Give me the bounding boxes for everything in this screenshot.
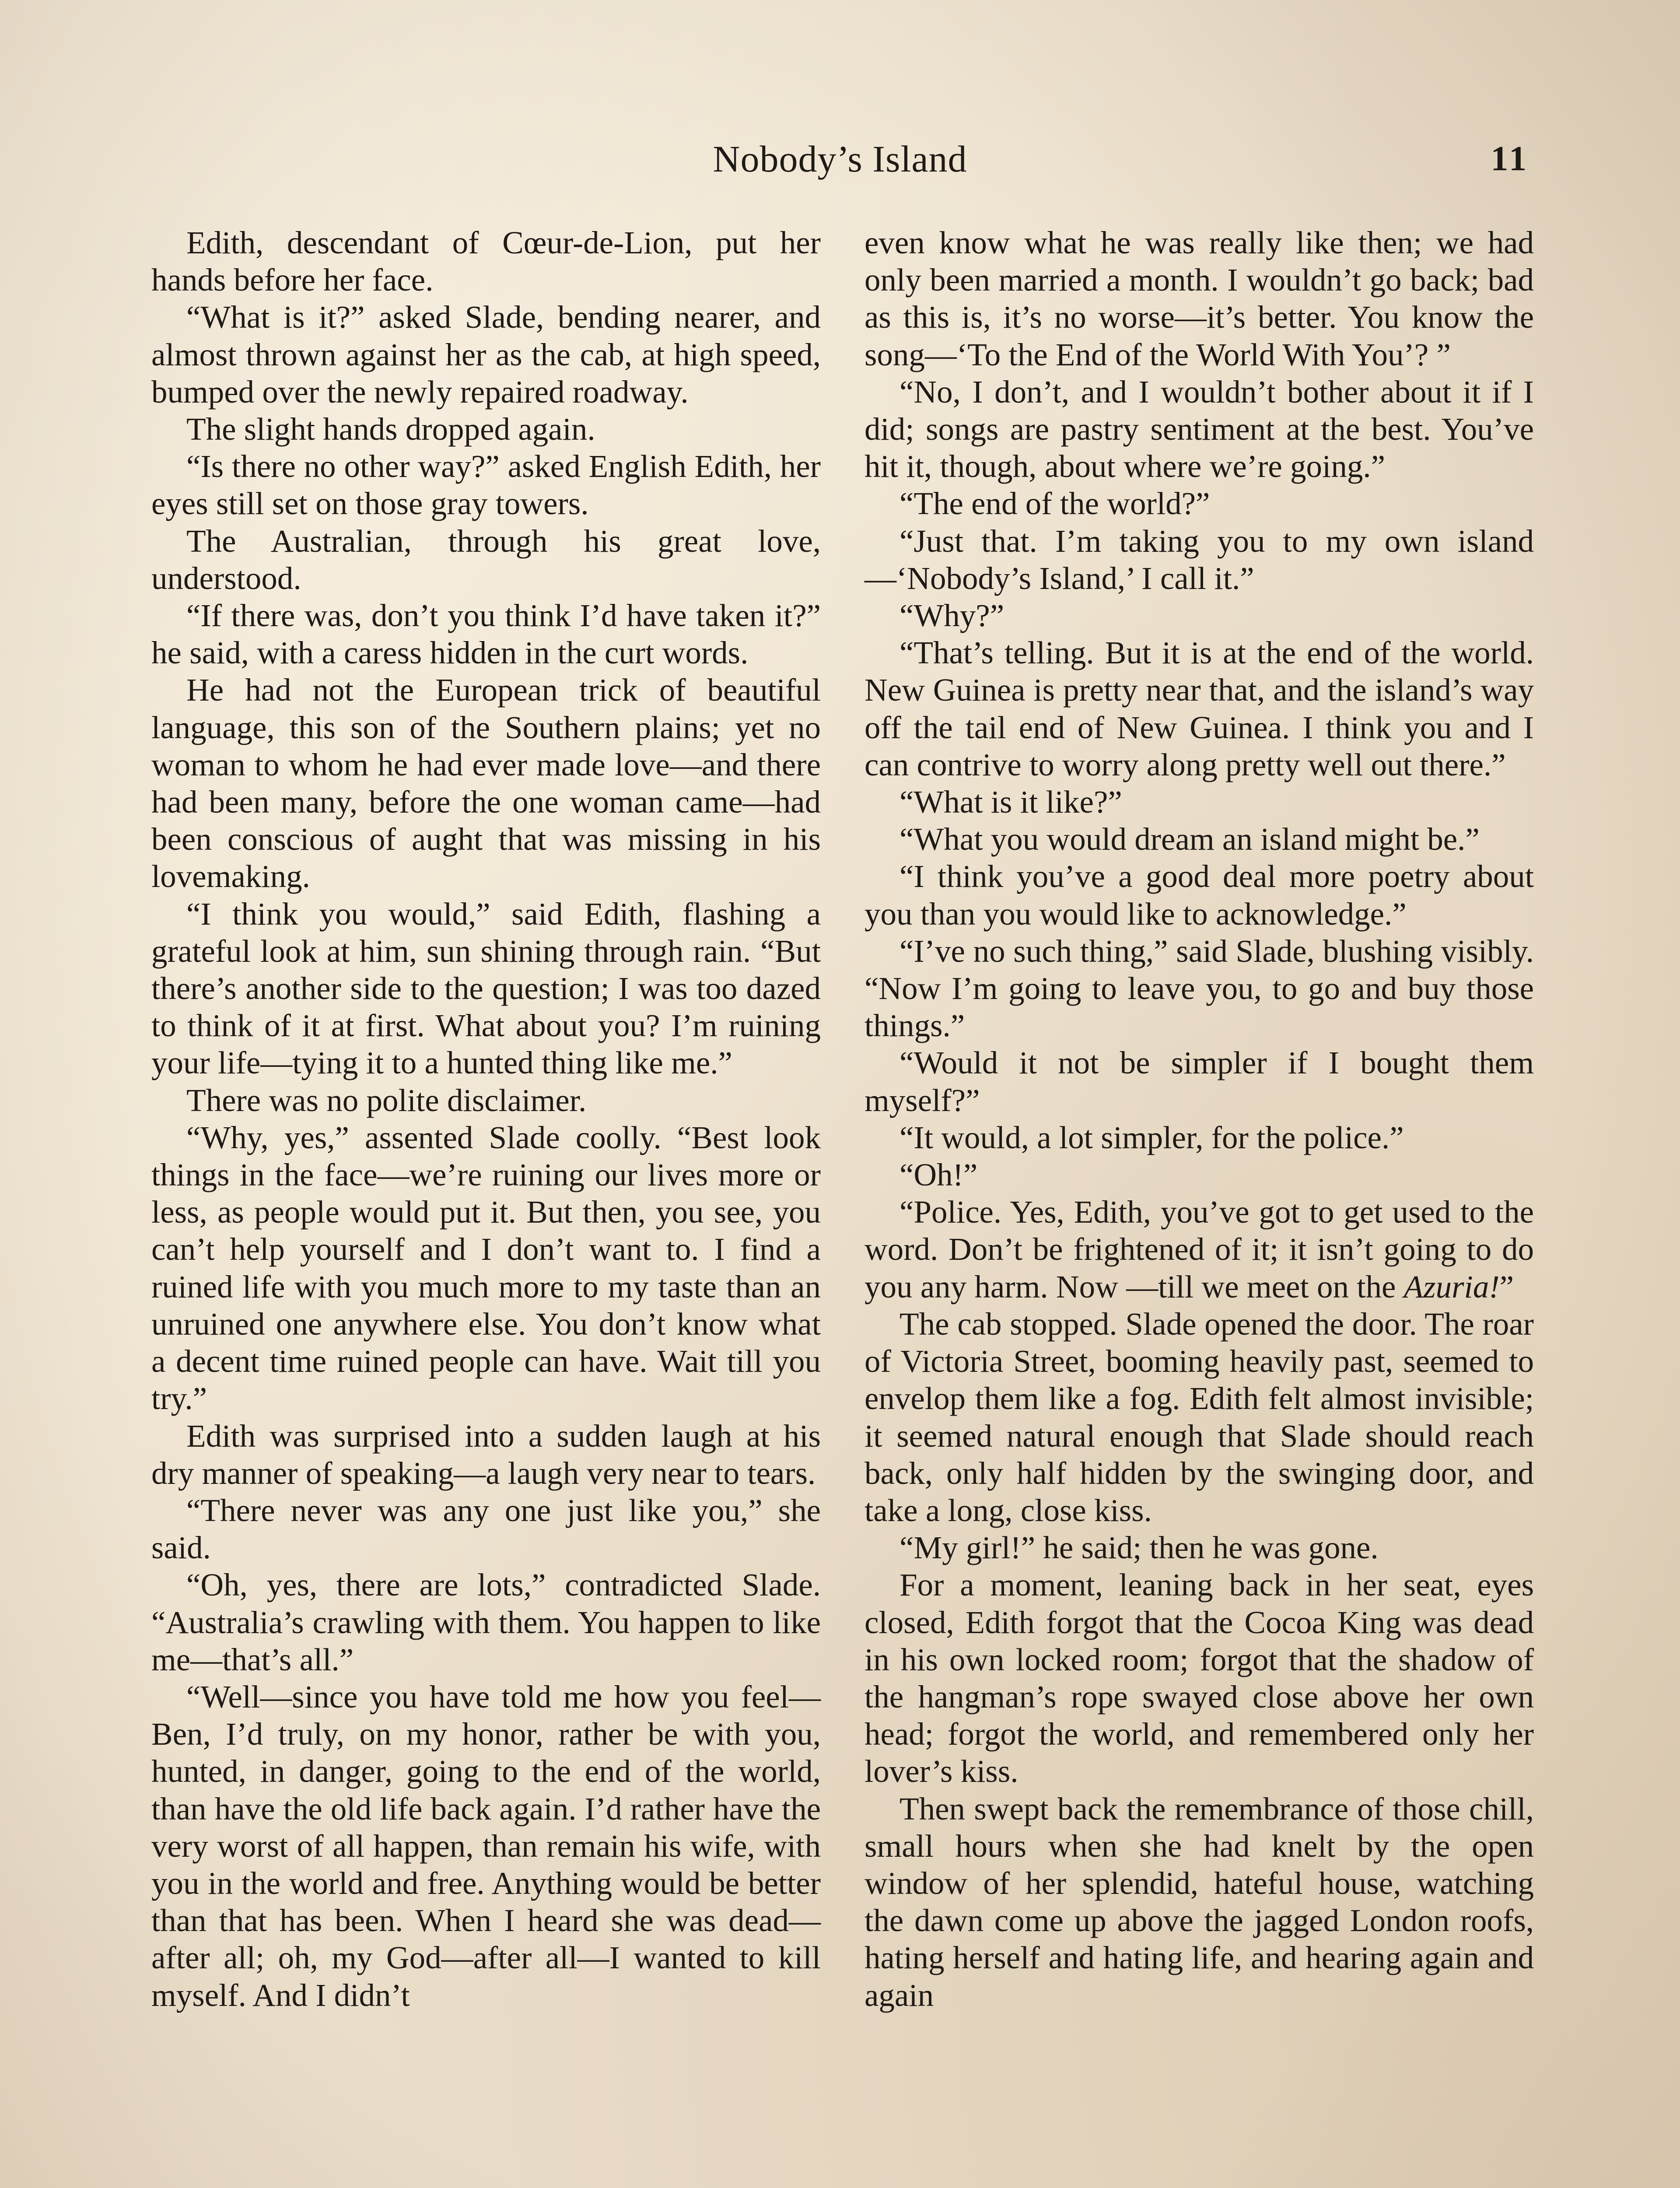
paragraph: “Just that. I’m taking you to my own island—‘Nobody’s Island,’ I call it.”: [864, 523, 1534, 596]
ship-name: Azuria!: [1404, 1269, 1500, 1304]
running-head: [0, 130, 1680, 187]
paragraph: Then swept back the remembrance of those chill, small hours when she had knelt by the open window of her splendid, hateful house, watching the dawn come up above the jagged London roofs, hating herself and hating life, and hearing again and again: [864, 1791, 1534, 2013]
paragraph: “What is it?” asked Slade, bending nearer, and almost thrown against her as the cab, at high speed, bumped over the newly repaired roadway.: [151, 299, 821, 410]
paragraph: “No, I don’t, and I wouldn’t bother about it if I did; songs are pastry sentiment at the best. You’ve hit it, though, about where we’re going.”: [864, 374, 1534, 484]
paragraph: The slight hands dropped again.: [186, 411, 595, 447]
paragraph: “What you would dream an island might be.”: [900, 821, 1480, 857]
paragraph: “That’s telling. But it is at the end of the world. New Guinea is pretty near that, and the island’s way off the tail end of New Guinea. I think you and I can contrive to worry along pretty well out there.”: [864, 635, 1534, 782]
paragraph: “What is it like?”: [900, 784, 1122, 820]
right-column: [864, 224, 1534, 2014]
paragraph: “My girl!” he said; then he was gone.: [900, 1530, 1379, 1566]
paragraph: The Australian, through his great love, understood.: [151, 523, 821, 596]
paragraph: “Oh!”: [900, 1157, 978, 1193]
paragraph: “Well—since you have told me how you feel—Ben, I’d truly, on my honor, rather be with you, hunted, in danger, going to the end of the world, than have the old life back again. I’d rather have the very worst of all happen, than remain his wife, with you in the world and free. Anything would be better than that has been. When I heard she was dead—after all; oh, my God—after all—I wanted to kill myself. And I didn’t: [151, 1679, 821, 2013]
closing-quote: ”: [1499, 1269, 1514, 1304]
police-paragraph: [864, 1193, 1534, 1305]
running-title: Nobody’s Island: [713, 138, 967, 180]
paragraph: Edith, descendant of Cœur-de-Lion, put her hands before her face.: [151, 225, 821, 298]
paragraph: “Why, yes,” assented Slade coolly. “Best look things in the face—we’re ruining our lives more or less, as people would put it. But then, you see, you can’t help yourself and I don’t want to. I find a ruined life with you much more to my taste than an unruined one anywhere else. You don’t know what a decent time ruined people can have. Wait till you try.”: [151, 1119, 821, 1417]
paragraph: “Would it not be simpler if I bought them myself?”: [864, 1045, 1534, 1118]
paragraph: He had not the European trick of beautiful language, this son of the Southern plains; yet no woman to whom he had ever made love—and there had been many, before the one woman came—had been conscious of aught that was missing in his lovemaking.: [151, 672, 821, 894]
paragraph: “It would, a lot simpler, for the police.”: [900, 1119, 1404, 1155]
police-text: “Police. Yes, Edith, you’ve got to get used to the word. Don’t be frightened of it; it isn’t going to do you any harm. Now —till we meet on the: [864, 1194, 1534, 1304]
paragraph: “The end of the world?”: [900, 486, 1210, 522]
paragraph: For a moment, leaning back in her seat, eyes closed, Edith forgot that the Cocoa King was dead in his own locked room; forgot that the shadow of the hangman’s rope swayed close above her own head; forgot the world, and remembered only her lover’s kiss.: [864, 1567, 1534, 1789]
paragraph: The cab stopped. Slade opened the door. The roar of Victoria Street, booming heavily past, seemed to envelop them like a fog. Edith felt almost invisible; it seemed natural enough that Slade should reach back, only half hidden by the swinging door, and take a long, close kiss.: [864, 1306, 1534, 1528]
paragraph: Edith was surprised into a sudden laugh at his dry manner of speaking—a laugh very near to tears.: [151, 1418, 821, 1491]
paragraph: “There never was any one just like you,” she said.: [151, 1492, 821, 1566]
paragraph: “Is there no other way?” asked English Edith, her eyes still set on those gray towers.: [151, 449, 821, 522]
paragraph: “If there was, don’t you think I’d have taken it?” he said, with a caress hidden in the curt words.: [151, 598, 821, 671]
left-column: [151, 224, 821, 2014]
paragraph: “I think you’ve a good deal more poetry about you than you would like to acknowledge.”: [864, 859, 1534, 932]
page-number: 11: [1491, 140, 1529, 178]
paragraph: “Why?”: [900, 598, 1004, 634]
continued-paragraph: even know what he was really like then; we had only been married a month. I wouldn’t go back; bad as this is, it’s no worse—it’s better. You know the song—‘To the End of the World With You’? ”: [864, 225, 1534, 372]
paragraph: “I’ve no such thing,” said Slade, blushing visibly. “Now I’m going to leave you, to go and buy those things.”: [864, 933, 1534, 1044]
paragraph: “I think you would,” said Edith, flashing a grateful look at him, sun shining through rain. “But there’s another side to the question; I was too dazed to think of it at first. What about you? I’m ruining your life—tying it to a hunted thing like me.”: [151, 896, 821, 1081]
paragraph: There was no polite disclaimer.: [186, 1082, 587, 1118]
paragraph: “Oh, yes, there are lots,” contradicted Slade. “Australia’s crawling with them. You happen to like me—that’s all.”: [151, 1567, 821, 1677]
